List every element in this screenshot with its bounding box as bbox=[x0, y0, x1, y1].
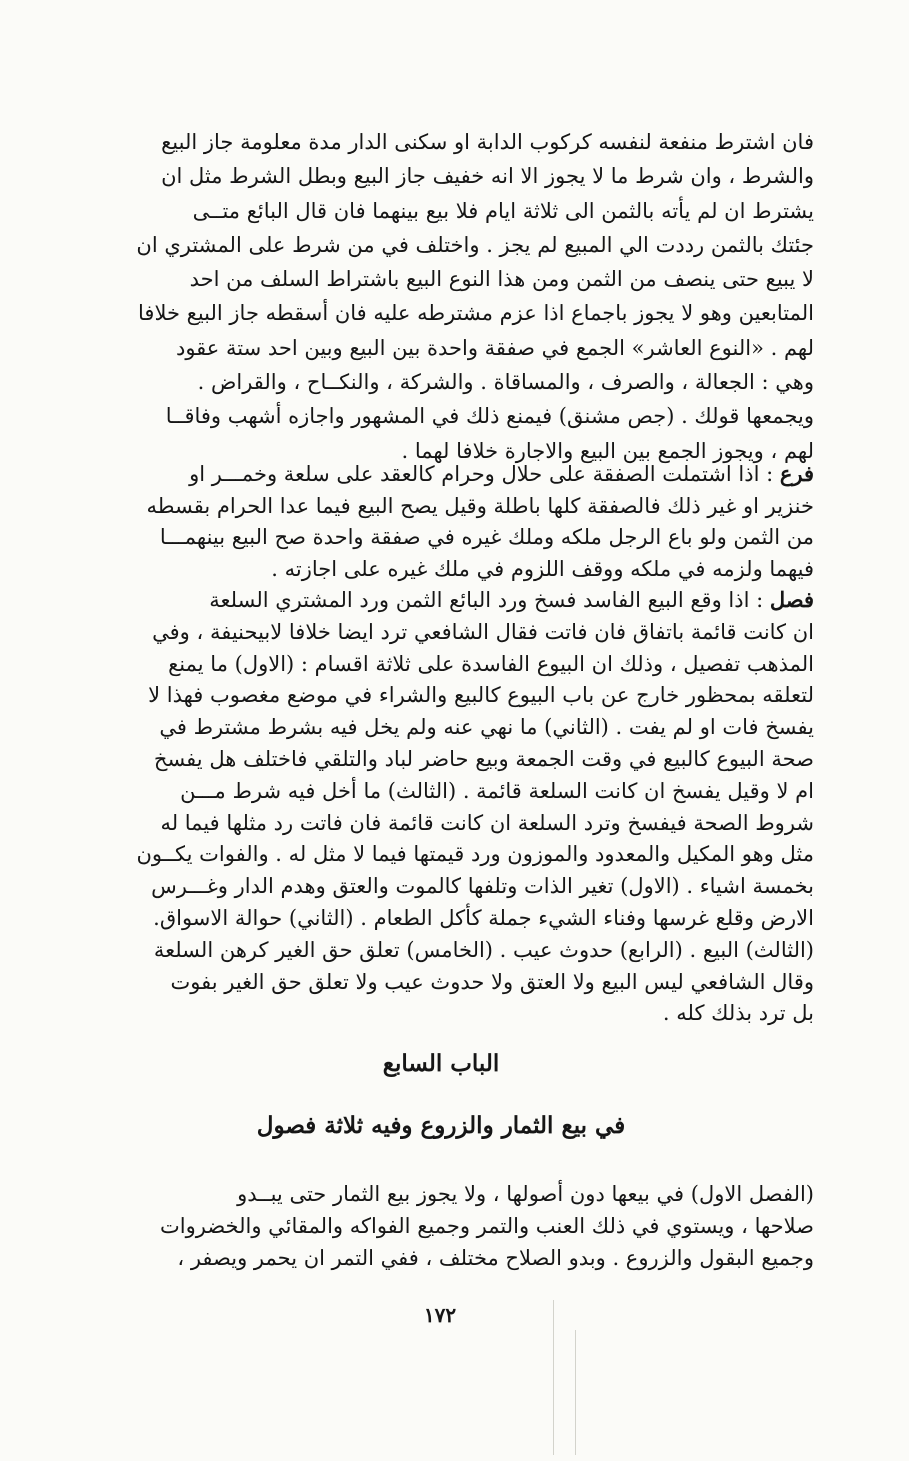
text-line: ان كانت قائمة باتفاق فان فاتت فقال الشافعي ترد ايضا خلافا لابيحنيفة ، وفي bbox=[152, 619, 814, 644]
text-line: فان اشترط منفعة لنفسه كركوب الدابة او سكنى الدار مدة معلومة جاز البيع bbox=[161, 130, 814, 154]
text-line: خنزير او غير ذلك فالصفقة كلها باطلة وقيل يصح البيع فيما عدا الحرام بقسطه bbox=[146, 493, 814, 518]
scan-artifact-line bbox=[575, 1330, 576, 1455]
text-line: ويجمعها قولك . (جص مشنق) فيمنع ذلك في المشهور واجازه أشهب وفاقــا bbox=[165, 404, 814, 429]
text-line: (الثالث) البيع . (الرابع) حدوث عيب . (الخامس) تعلق حق الغير كرهن السلعة bbox=[153, 937, 814, 962]
text-line: (الفصل الاول) في بيعها دون أصولها ، ولا يجوز بيع الثمار حتى يبــدو bbox=[237, 1182, 814, 1206]
text-line: يفسخ فات او لم يفت . (الثاني) ما نهي عنه ولم يخل فيه بشرط مشترط في bbox=[159, 715, 814, 740]
paragraph-fasl bbox=[68, 584, 814, 1030]
paragraph-conditions bbox=[68, 125, 814, 468]
page-number: ١٧٢ bbox=[423, 1303, 457, 1327]
text-line: لهم . «النوع العاشر» الجمع في صفقة واحدة بين البيع وبين احد ستة عقود bbox=[175, 335, 814, 360]
paragraph-lead: فرع bbox=[779, 461, 814, 486]
text-line: لتعلقه بمحظور خارج عن باب البيوع كالبيع والشراء في موضع مغصوب فهذا لا bbox=[148, 683, 814, 708]
text-line bbox=[68, 458, 814, 491]
text-line: صحة البيوع كالبيع في وقت الجمعة وبيع حاضر لباد والتلقي فاختلف هل يفسخ bbox=[153, 746, 814, 771]
line-rest: : اذا اشتملت الصفقة على حلال وحرام كالعقد على سلعة وخمـــر او bbox=[189, 462, 780, 486]
text-line: ام لا وقيل يفسخ ان كانت السلعة قائمة . (الثالث) ما أخل فيه شرط مـــن bbox=[180, 778, 814, 803]
text-line: صلاحها ، ويستوي في ذلك العنب والتمر وجميع الفواكه والمقائي والخضروات bbox=[160, 1214, 814, 1238]
line-rest: : اذا وقع البيع الفاسد فسخ ورد البائع الثمن ورد المشتري السلعة bbox=[209, 588, 770, 612]
text-line: من الثمن ولو باع الرجل ملكه وملك غيره في صفقة واحدة صح البيع بينهمـــا bbox=[159, 525, 814, 549]
text-line: بخمسة اشياء . (الاول) تغير الذات وتلفها كالموت والعتق وهدم الدار وغـــرس bbox=[151, 874, 814, 899]
paragraph-lead: فصل bbox=[769, 587, 814, 612]
text-line: جئتك بالثمن رددت الي المبيع لم يجز . واختلف في من شرط على المشتري ان bbox=[136, 232, 814, 257]
chapter-subtitle: في بيع الثمار والزروع وفيه ثلاثة فصول bbox=[256, 1112, 626, 1139]
text-line: المذهب تفصيل ، وذلك ان البيوع الفاسدة على ثلاثة اقسام : (الاول) ما يمنع bbox=[168, 651, 814, 676]
text-line: لهم ، ويجوز الجمع بين البيع والاجارة خلافا لهما . bbox=[401, 438, 814, 463]
paragraph-first-section bbox=[68, 1178, 814, 1274]
text-line: الارض وقلع غرسها وفناء الشيء جملة كأكل الطعام . (الثاني) حوالة الاسواق. bbox=[153, 905, 814, 930]
text-line: شروط الصحة فيفسخ وترد السلعة ان كانت قائمة فان فاتت رد مثلها فيما له bbox=[160, 810, 814, 835]
text-line: مثل وهو المكيل والمعدود والموزون ورد قيمتها فيما لا مثل له . والفوات يكــون bbox=[136, 842, 814, 867]
text-line: يشترط ان لم يأته بالثمن الى ثلاثة ايام فلا بيع بينهما فان قال البائع متــى bbox=[192, 198, 814, 223]
text-line: المتابعين وهو لا يجوز باجماع اذا عزم مشترطه عليه فان أسقطه جاز البيع خلافا bbox=[138, 301, 814, 326]
text-line: لا يبيع حتى ينصف من الثمن ومن هذا النوع البيع باشتراط السلف من احد bbox=[189, 267, 814, 292]
scan-artifact-line bbox=[553, 1300, 554, 1455]
text-line: وجميع البقول والزروع . وبدو الصلاح مختلف ، ففي التمر ان يحمر ويصفر ، bbox=[177, 1246, 814, 1270]
text-line: فيهما ولزمه في ملكه ووقف اللزوم في ملك غيره على اجازته . bbox=[271, 556, 814, 581]
text-line: والشرط ، وان شرط ما لا يجوز الا انه خفيف جاز البيع وبطل الشرط مثل ان bbox=[161, 164, 814, 189]
text-line: وقال الشافعي ليس البيع ولا العتق ولا حدوث عيب ولا تعلق حق الغير بفوت bbox=[170, 969, 814, 994]
text-line bbox=[68, 584, 814, 617]
text-line: بل ترد بذلك كله . bbox=[662, 1001, 814, 1026]
paragraph-far bbox=[68, 458, 814, 585]
text-line: وهي : الجعالة ، والصرف ، والمساقاة . والشركة ، والنكــاح ، والقراض . bbox=[197, 370, 814, 395]
chapter-title: الباب السابع bbox=[382, 1050, 500, 1077]
